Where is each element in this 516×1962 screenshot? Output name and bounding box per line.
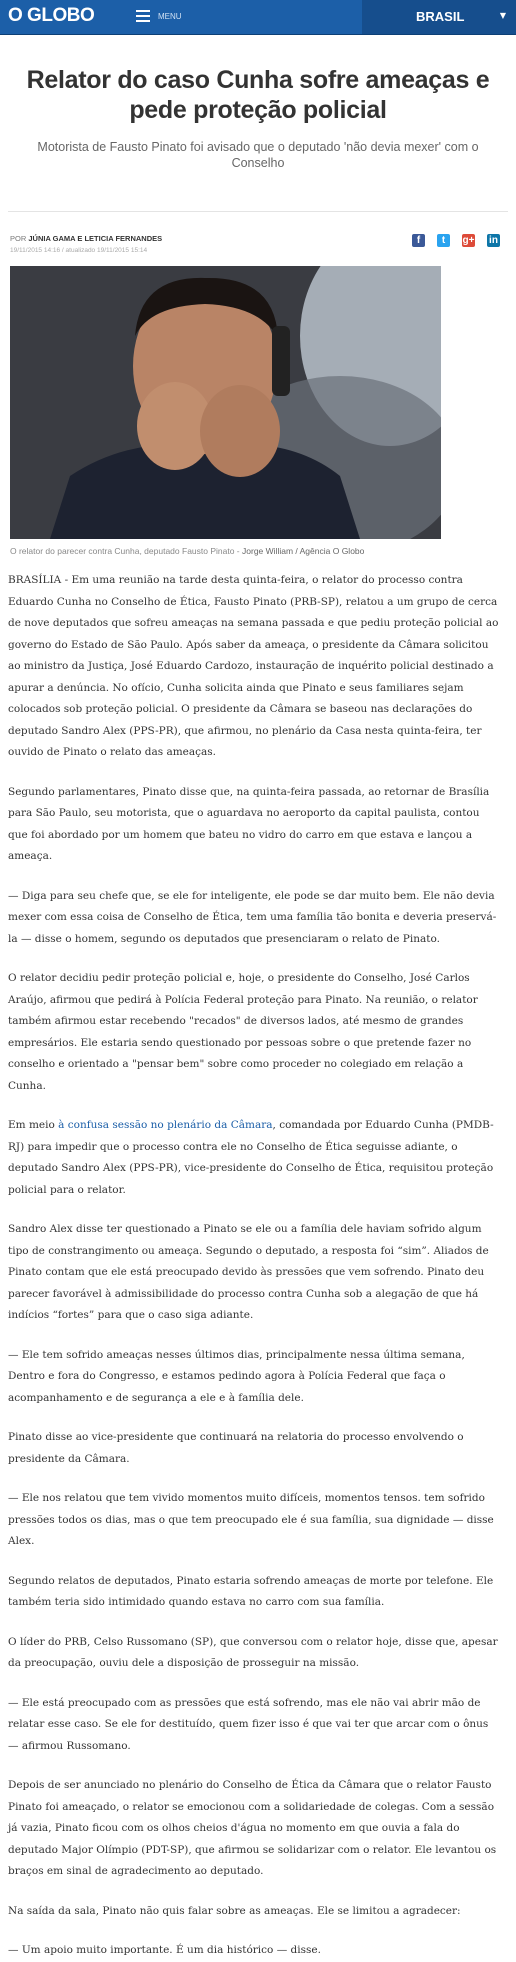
- byline-prefix: POR: [10, 234, 27, 243]
- googleplus-icon[interactable]: g+: [462, 235, 475, 246]
- menu-label[interactable]: MENU: [158, 12, 182, 21]
- article-photo: [10, 266, 441, 539]
- paragraph: Segundo parlamentares, Pinato disse que, na quinta-feira passada, ao retornar de Brasília para São Paulo, seu motorista, que o aguardava no aeroporto da capital paulista, contou que foi abordado por um homem que bateu no vidro do carro em que estava e lançou a ameaça.: [8, 785, 490, 862]
- article-subtitle: Motorista de Fausto Pinato foi avisado que o deputado 'não devia mexer' com o Conselho: [37, 140, 479, 170]
- paragraph: Sandro Alex disse ter questionado a Pinato se ele ou a família dele haviam sofrido algum tipo de constrangimento ou ameaça. Segundo o deputado, a resposta foi “sim”. Aliados de Pinato contam que ele está preocupado devido às pressões que vem sofrendo. Pinato deu parecer favorável à admissibilidade do processo contra Cunha sob a alegação de que há indícios “fortes” para que o caso siga adiante.: [8, 1223, 489, 1321]
- paragraph: Pinato disse ao vice-presidente que continuará na relatoria do processo envolvendo o presidente da Câmara.: [8, 1431, 464, 1465]
- site-logo[interactable]: O GLOBO: [8, 5, 95, 26]
- paragraph: — Diga para seu chefe que, se ele for inteligente, ele pode se dar muito bem. Ele não devia mexer com essa coisa de Conselho de Ética, tem uma família tão bonita e deveria preservá-la — disse o homem, segundo os deputados que presenciaram o relato de Pinato.: [8, 889, 497, 945]
- paragraph: O líder do PRB, Celso Russomano (SP), que conversou com o relator hoje, disse que, apesar da preocupação, ouviu dele a disposição de prosseguir na missão.: [8, 1635, 498, 1669]
- facebook-icon[interactable]: f: [412, 234, 425, 247]
- article-heading: [0, 35, 516, 171]
- paragraph: — Ele está preocupado com as pressões que está sofrendo, mas ele não vai abrir mão de relatar esse caso. Se ele for destituído, quem fizer isso é que vai ter que arcar com o ônus — afirmou Russomano.: [8, 1696, 489, 1752]
- paragraph: [8, 1115, 502, 1201]
- photo-caption: [10, 546, 506, 556]
- paragraph: Segundo relatos de deputados, Pinato estaria sofrendo ameaças de morte por telefone. Ele também teria sido intimidado quando estava no carro com sua família.: [8, 1574, 494, 1608]
- paragraph: Depois de ser anunciado no plenário do Conselho de Ética da Câmara que o relator Fausto Pinato foi ameaçado, o relator se emocionou com a solidariedade de colegas. Com a sessão já vazia, Pinato ficou com os olhos cheios d'água no momento em que ouvia a fala do deputado Major Olímpio (PDT-SP), que afirmou se solidarizar com o relator. Ele levantou os braços em sinal de agradecimento ao deputado.: [8, 1779, 497, 1877]
- byline-authors: JÚNIA GAMA E LETICIA FERNANDES: [28, 234, 163, 243]
- site-header: [0, 0, 516, 35]
- twitter-icon[interactable]: t: [437, 234, 450, 247]
- share-buttons: [412, 234, 500, 247]
- session-link[interactable]: à confusa sessão no plenário da Câmara: [58, 1119, 273, 1131]
- section-dropdown[interactable]: [362, 0, 516, 34]
- hamburger-menu-icon[interactable]: [136, 10, 150, 22]
- byline-row: [10, 234, 506, 262]
- paragraph: O relator decidiu pedir proteção policial e, hoje, o presidente do Conselho, José Carlos Araújo, afirmou que pedirá à Polícia Federal proteção para Pinato. Na reunião, o relator também afirmou estar recebendo "recados" de diversos lados, até mesmo de grandes empresários. Ele estaria sendo questionado por pessoas sobre o que pretende fazer no conselho e orientado a "pensar bem" sobre como proceder no colegiado em relação a Cunha.: [8, 972, 478, 1092]
- divider: [8, 211, 508, 212]
- photo-credit: Jorge William / Agência O Globo: [242, 546, 365, 556]
- paragraph: — Um apoio muito importante. É um dia histórico — disse.: [8, 1944, 321, 1956]
- caption-text: O relator do parecer contra Cunha, deputado Fausto Pinato -: [10, 546, 240, 556]
- paragraph-text: , comandada por Eduardo Cunha (PMDB-RJ) para impedir que o processo contra ele no Conselho de Ética seguisse adiante, o deputado Sandro Alex (PPS-PR), vice-presidente do Conselho de Ética, requisitou proteção policial para o relator.: [8, 1119, 494, 1196]
- paragraph: Na saída da sala, Pinato não quis falar sobre as ameaças. Ele se limitou a agradecer:: [8, 1904, 461, 1917]
- dateline: 19/11/2015 14:16 / atualizado 19/11/2015 15:14: [10, 247, 148, 254]
- photo-illustration: [10, 266, 441, 539]
- linkedin-icon[interactable]: in: [487, 234, 500, 247]
- section-label: BRASIL: [416, 9, 465, 24]
- article-body: [8, 570, 502, 1962]
- article-title: Relator do caso Cunha sofre ameaças e pede proteção policial: [26, 66, 490, 124]
- paragraph-text: Em meio: [8, 1119, 59, 1131]
- paragraph: — Ele nos relatou que tem vivido momentos muito difíceis, momentos tensos. tem sofrido pressões todos os dias, mas o que tem preocupado ele é sua família, sua dignidade — disse Alex.: [8, 1492, 494, 1547]
- chevron-down-icon: ▼: [499, 11, 506, 20]
- paragraph: — Ele tem sofrido ameaças nesses últimos dias, principalmente nessa última semana, Dentro e fora do Congresso, e estamos pedindo agora à Polícia Federal que faça o acompanhamento e de segurança a ele e à família dele.: [8, 1348, 465, 1404]
- paragraph: BRASÍLIA - Em uma reunião na tarde desta quinta-feira, o relator do processo contra Eduardo Cunha no Conselho de Ética, Fausto Pinato (PRB-SP), relatou a um grupo de cerca de nove deputados que sofreu ameaças na semana passada e que pediu proteção policial ao governo do Estado de São Paulo. Após saber da ameaça, o presidente da Câmara solicitou ao ministro da Justiça, José Eduardo Cardozo, instauração de inquérito policial destinado a apurar a denúncia. No ofício, Cunha solicita ainda que Pinato e seus familiares sejam colocados sob proteção policial. O presidente da Câmara se baseou nas declarações do deputado Sandro Alex (PPS-PR), que afirmou, no plenário da Casa nesta quinta-feira, ter ouvido de Pinato o relato das ameaças.: [8, 574, 499, 758]
